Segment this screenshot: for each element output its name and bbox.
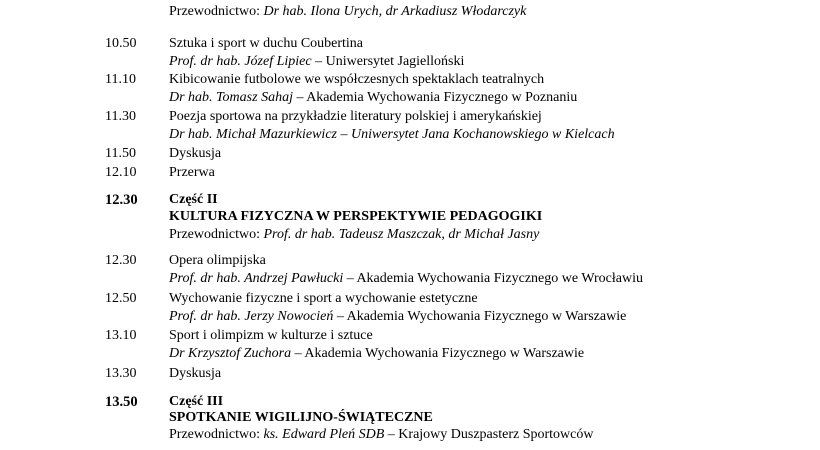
chair-names: Prof. dr hab. Tadeusz Maszczak, dr Michał Jasny [263,227,540,242]
chair-label: Przewodnictwo: [169,227,264,242]
agenda-time: 12.10 [105,165,137,180]
agenda-time: 12.50 [105,291,137,306]
agenda-time: 11.50 [105,146,136,161]
agenda-talk-title: Poezja sportowa na przykładzie literatury polskiej i amerykańskiej [169,109,542,124]
agenda-talk-title: Kibicowanie futbolowe we współczesnych spektaklach teatralnych [169,72,545,87]
speaker-name: Prof. dr hab. Józef Lipiec [169,54,312,69]
speaker-affiliation: – Akademia Wychowania Fizycznego w Warszawie [291,346,585,361]
agenda-time: 11.10 [105,72,136,87]
chair-line-part3 [169,426,593,444]
agenda-time: 13.30 [105,366,137,381]
agenda-speaker-line [169,308,626,326]
agenda-time: 11.30 [105,109,136,124]
speaker-name: Dr hab. Tomasz Sahaj [169,90,293,105]
chair-label: Przewodnictwo: [169,4,264,19]
agenda-time: 10.50 [105,36,137,51]
agenda-time: 12.30 [105,253,137,268]
chair-label: Przewodnictwo: [169,427,264,442]
speaker-affiliation: – Uniwersytet Jagielloński [311,54,465,69]
agenda-break: Przerwa [169,165,215,180]
part-label: Część II [169,192,218,207]
agenda-discussion: Dyskusja [169,366,222,381]
speaker-name: Dr hab. Michał Mazurkiewicz – Uniwersytet Jana Kochanowskiego w Kielcach [169,127,615,142]
speaker-affiliation: – Akademia Wychowania Fizycznego we Wrocławiu [343,271,643,286]
agenda-speaker-line [169,89,577,107]
part-time: 13.50 [105,394,138,410]
part-label: Część III [169,394,224,409]
agenda-talk-title: Sztuka i sport w duchu Coubertina [169,36,364,51]
agenda-time: 13.10 [105,328,137,343]
speaker-name: Prof. dr hab. Jerzy Nowocień [169,309,334,324]
agenda-talk-title: Wychowanie fizyczne i sport a wychowanie estetyczne [169,291,478,306]
agenda-speaker-line [169,345,584,363]
chair-line-part2 [169,226,539,244]
part-title: SPOTKANIE WIGILIJNO-ŚWIĄTECZNE [169,410,433,425]
agenda-talk-title: Sport i olimpizm w kulturze i sztuce [169,328,373,343]
chair-line-part1 [169,3,526,21]
agenda-speaker-line [169,53,464,71]
chair-names: ks. Edward Pleń SDB [263,427,385,442]
speaker-name: Dr Krzysztof Zuchora [169,346,292,361]
part-title: KULTURA FIZYCZNA W PERSPEKTYWIE PEDAGOGIKI [169,209,543,224]
chair-affiliation: – Krajowy Duszpasterz Sportowców [384,427,594,442]
speaker-affiliation: – Akademia Wychowania Fizycznego w Poznaniu [292,90,578,105]
speaker-affiliation: – Akademia Wychowania Fizycznego w Warszawie [333,309,627,324]
agenda-speaker-line [169,270,643,288]
part-time: 12.30 [105,192,138,208]
agenda-discussion: Dyskusja [169,146,222,161]
speaker-name: Prof. dr hab. Andrzej Pawłucki [169,271,344,286]
agenda-talk-title: Opera olimpijska [169,253,266,268]
chair-names: Dr hab. Ilona Urych, dr Arkadiusz Włodarczyk [263,4,527,19]
